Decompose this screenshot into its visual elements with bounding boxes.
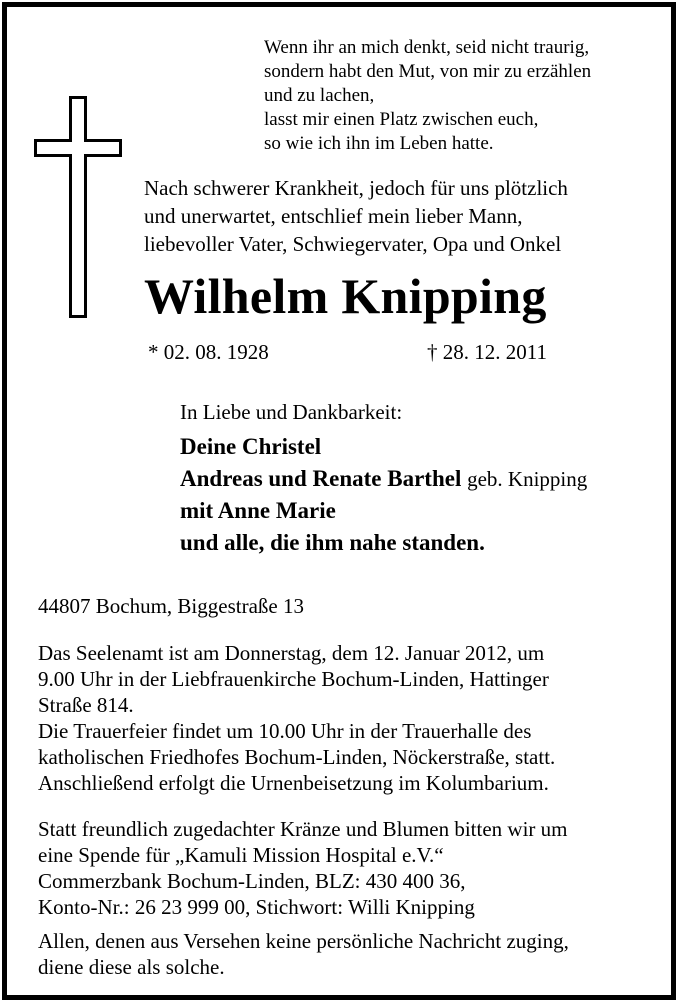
donation-line: Commerzbank Bochum-Linden, BLZ: 430 400 36, [38, 869, 466, 893]
family-list [180, 431, 587, 559]
donation-line: eine Spende für „Kamuli Mission Hospital e.V.“ [38, 843, 444, 867]
service-line: Straße 814. [38, 693, 134, 717]
intro-line: und unerwartet, entschlief mein lieber Mann, [144, 204, 523, 228]
family-line-names: Andreas und Renate Barthel [180, 466, 462, 491]
intro-line: liebevoller Vater, Schwiegervater, Opa und Onkel [144, 232, 562, 256]
poem-line: so wie ich ihn im Leben hatte. [264, 133, 494, 154]
closing-line: Allen, denen aus Versehen keine persönliche Nachricht zuging, [38, 929, 569, 953]
family-line [180, 463, 587, 495]
poem-line: lasst mir einen Platz zwischen euch, [264, 109, 539, 130]
poem [264, 36, 591, 156]
birth-date: * 02. 08. 1928 [148, 340, 269, 364]
closing-note [38, 928, 569, 980]
service-line: Das Seelenamt ist am Donnerstag, dem 12. Januar 2012, um [38, 641, 545, 665]
poem-line: Wenn ihr an mich denkt, seid nicht traurig, [264, 37, 590, 58]
maiden-name: geb. Knipping [467, 467, 588, 491]
poem-line: und zu lachen, [264, 85, 375, 106]
family-line: und alle, die ihm nahe standen. [180, 530, 485, 555]
closing-line: diene diese als solche. [38, 955, 225, 979]
family-line: mit Anne Marie [180, 498, 336, 523]
service-line: 9.00 Uhr in der Liebfrauenkirche Bochum-Linden, Hattinger [38, 667, 549, 691]
poem-line: sondern habt den Mut, von mir zu erzählen [264, 61, 592, 82]
service-line: Die Trauerfeier findet um 10.00 Uhr in der Trauerhalle des [38, 719, 532, 743]
family-line: Deine Christel [180, 434, 322, 459]
death-date: † 28. 12. 2011 [427, 340, 547, 364]
deceased-name: Wilhelm Knipping [144, 268, 547, 324]
thanks-line: In Liebe und Dankbarkeit: [180, 400, 403, 424]
service-info [38, 640, 555, 796]
intro-line: Nach schwerer Krankheit, jedoch für uns plötzlich [144, 176, 568, 200]
donation-line: Statt freundlich zugedachter Kränze und Blumen bitten wir um [38, 817, 568, 841]
service-line: Anschließend erfolgt die Urnenbeisetzung im Kolumbarium. [38, 771, 549, 795]
intro-text [144, 174, 568, 258]
cross-icon [34, 96, 122, 318]
service-line: katholischen Friedhofes Bochum-Linden, Nöckerstraße, statt. [38, 745, 556, 769]
donation-info [38, 816, 568, 920]
donation-line: Konto-Nr.: 26 23 999 00, Stichwort: Willi Knipping [38, 895, 475, 919]
address: 44807 Bochum, Biggestraße 13 [38, 594, 304, 618]
